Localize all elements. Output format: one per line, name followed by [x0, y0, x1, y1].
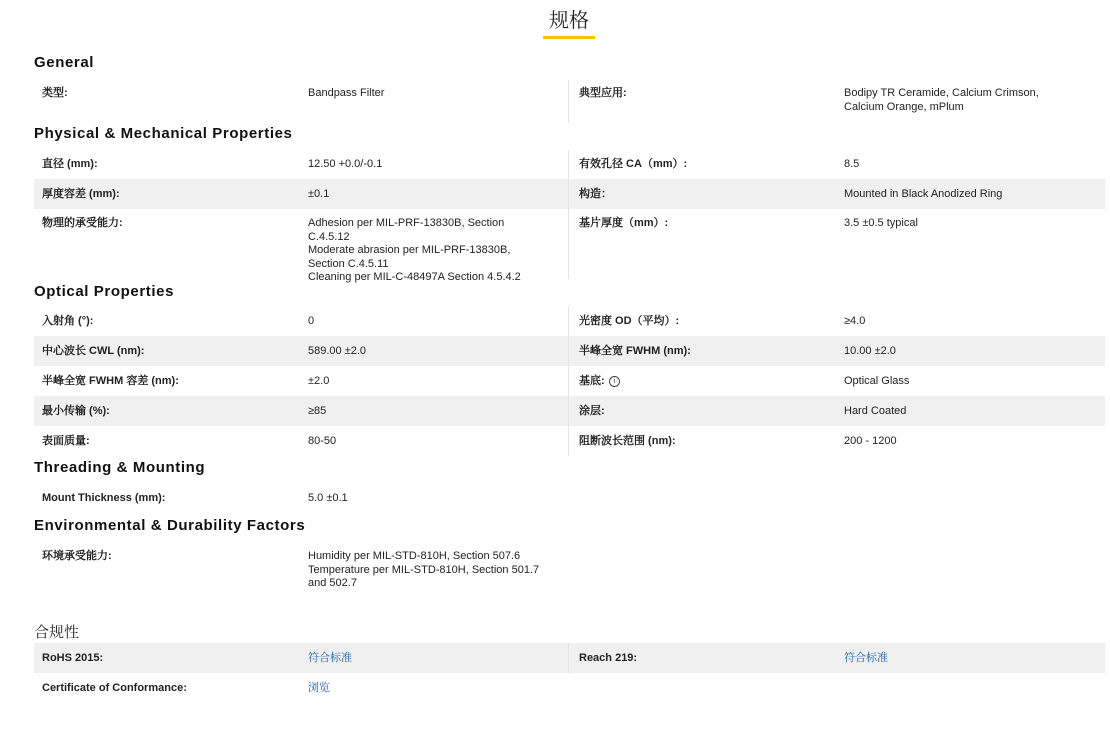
section-heading-optical: Optical Properties [34, 283, 175, 300]
section-heading-physical: Physical & Mechanical Properties [34, 125, 293, 142]
compliance-label-rohs: RoHS 2015: [42, 652, 104, 664]
compliance-link-reach[interactable]: 符合标准 [844, 652, 888, 664]
spec-label-mount-thickness: Mount Thickness (mm): [42, 492, 166, 504]
spec-label-cwl: 中心波长 CWL (nm): [42, 345, 145, 357]
spec-row-diameter [34, 150, 1105, 179]
spec-label-coating: 涂层: [579, 405, 605, 417]
column-divider [568, 307, 569, 336]
spec-label-environmental: 环境承受能力: [42, 550, 112, 562]
section-heading-threading: Threading & Mounting [34, 459, 206, 476]
column-divider [568, 179, 569, 209]
spec-value-surface-quality: 80-50 [308, 435, 337, 447]
spec-label-od: 光密度 OD（平均）: [579, 315, 680, 327]
column-divider [568, 396, 569, 426]
spec-row-environmental [34, 542, 1105, 598]
spec-value-substrate-thickness: 3.5 ±0.5 typical [844, 217, 918, 229]
spec-label-surface-quality: 表面质量: [42, 435, 90, 447]
compliance-row-certificate [34, 673, 1105, 703]
spec-label-substrate-text: 基底: [579, 375, 605, 387]
section-heading-environmental: Environmental & Durability Factors [34, 517, 306, 534]
spec-row-durability [34, 209, 1105, 283]
spec-label-angle: 入射角 (°): [42, 315, 94, 327]
spec-label-clear-aperture: 有效孔径 CA（mm）: [579, 158, 688, 170]
spec-value-line: Humidity per MIL-STD-810H, Section 507.6 [308, 550, 521, 562]
spec-value-durability [308, 217, 548, 285]
column-divider [568, 80, 569, 123]
certificate-view-link[interactable]: 浏览 [308, 682, 330, 694]
spec-value-application: Bodipy TR Ceramide, Calcium Crimson, Calcium Orange, mPlum [844, 87, 1039, 113]
spec-value-thickness-tolerance: ±0.1 [308, 188, 330, 200]
spec-row-surface-quality [34, 426, 1105, 456]
compliance-row-rohs [34, 643, 1105, 673]
spec-row-fwhm-tolerance [34, 366, 1105, 396]
spec-value-angle: 0 [308, 315, 315, 327]
spec-value-fwhm: 10.00 ±2.0 [844, 345, 896, 357]
page-title: 规格 [0, 8, 1110, 39]
spec-value-environmental [308, 550, 558, 591]
spec-row-mount-thickness [34, 484, 1105, 514]
spec-row-thickness-tolerance [34, 179, 1105, 209]
spec-value-diameter: 12.50 +0.0/-0.1 [308, 158, 383, 170]
compliance-label-reach: Reach 219: [579, 652, 638, 664]
spec-value-coating: Hard Coated [844, 405, 907, 417]
spec-value-line: Cleaning per MIL-C-48497A Section 4.5.4.2 [308, 271, 521, 283]
spec-label-fwhm-tolerance: 半峰全宽 FWHM 容差 (nm): [42, 375, 179, 387]
compliance-link-rohs[interactable]: 符合标准 [308, 652, 352, 664]
spec-value-mount-thickness: 5.0 ±0.1 [308, 492, 348, 504]
column-divider [568, 426, 569, 456]
column-divider [568, 150, 569, 179]
spec-label-substrate [579, 375, 620, 389]
spec-label-type: 类型: [42, 87, 68, 99]
spec-value-construction: Mounted in Black Anodized Ring [844, 188, 1003, 200]
spec-value-clear-aperture: 8.5 [844, 158, 860, 170]
column-divider [568, 336, 569, 366]
spec-value-blocking-range: 200 - 1200 [844, 435, 897, 447]
section-heading-general: General [34, 54, 95, 71]
spec-value-fwhm-tolerance: ±2.0 [308, 375, 330, 387]
spec-row-type [34, 80, 1105, 123]
spec-label-fwhm: 半峰全宽 FWHM (nm): [579, 345, 691, 357]
spec-label-thickness-tolerance: 厚度容差 (mm): [42, 188, 120, 200]
spec-value-od: ≥4.0 [844, 315, 866, 327]
spec-value-cwl: 589.00 ±2.0 [308, 345, 367, 357]
spec-row-transmission [34, 396, 1105, 426]
column-divider [568, 209, 569, 279]
spec-label-durability: 物理的承受能力: [42, 217, 123, 229]
compliance-heading: 合规性 [34, 624, 80, 641]
info-circle-icon[interactable]: i [609, 376, 620, 387]
spec-label-substrate-thickness: 基片厚度（mm）: [579, 217, 669, 229]
column-divider [568, 366, 569, 396]
spec-value-line: Temperature per MIL-STD-810H, Section 501.7 and 502.7 [308, 563, 540, 589]
spec-label-construction: 构造： [579, 188, 612, 200]
spec-label-transmission: 最小传输 (%): [42, 405, 110, 417]
spec-value-type: Bandpass Filter [308, 87, 385, 99]
spec-value-line: Adhesion per MIL-PRF-13830B, Section C.4.5.12 [308, 217, 505, 243]
spec-value-line: Moderate abrasion per MIL-PRF-13830B, Section C.4.5.11 [308, 244, 511, 270]
spec-label-application: 典型应用: [579, 87, 627, 99]
spec-label-diameter: 直径 (mm): [42, 158, 98, 170]
spec-label-blocking-range: 阻断波长范围 (nm): [579, 435, 676, 447]
spec-row-cwl [34, 336, 1105, 366]
compliance-label-certificate: Certificate of Conformance: [42, 682, 187, 694]
spec-value-substrate: Optical Glass [844, 375, 910, 387]
column-divider [568, 643, 569, 673]
spec-value-transmission: ≥85 [308, 405, 327, 417]
spec-row-angle [34, 307, 1105, 336]
